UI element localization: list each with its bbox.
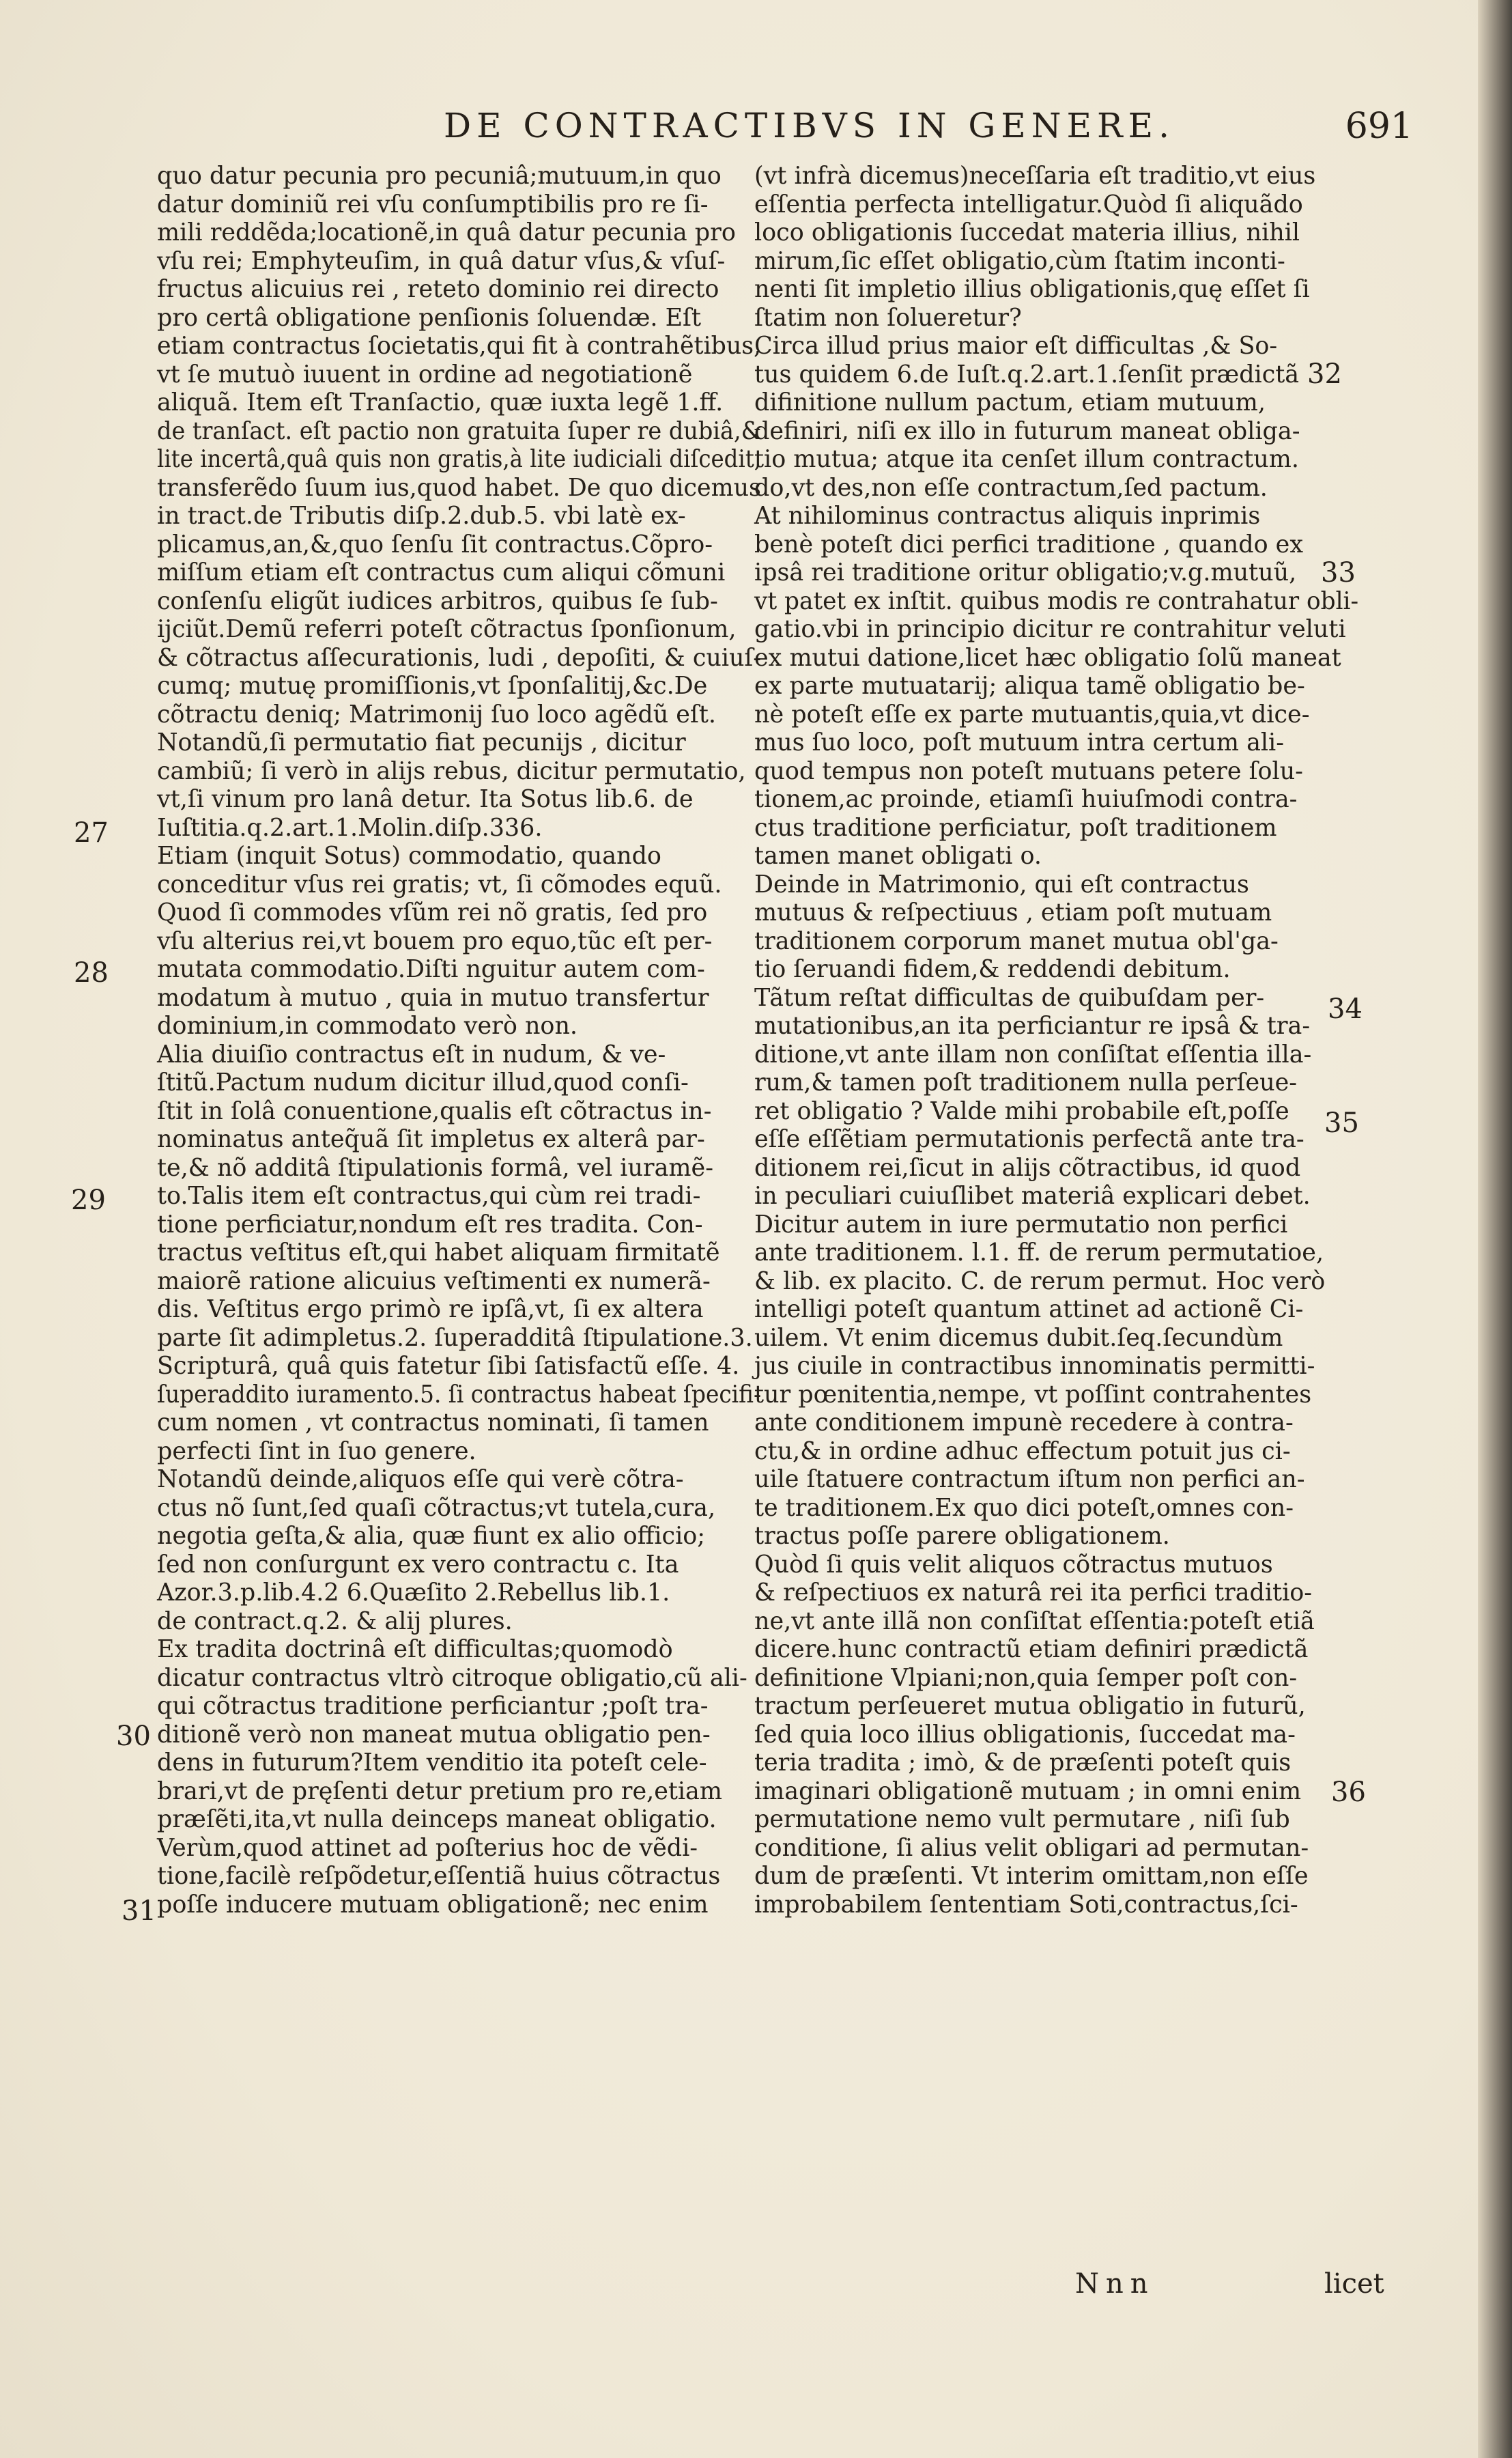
- text-line: ditionem rei,ſicut in alijs cõtractibus, id quod: [754, 1153, 1301, 1182]
- text-line: ret obligatio ? Valde mihi probabile eſt,poſſe: [754, 1097, 1289, 1125]
- margin-number-33: 33: [1321, 557, 1356, 589]
- text-line: vt patet ex inſtit. quibus modis re contrahatur obli-: [754, 587, 1359, 615]
- text-line: nè poteſt eſſe ex parte mutuantis,quia,vt dice-: [754, 700, 1310, 729]
- text-line: etiam contractus ſocietatis,qui fit à contrahẽtibus,: [157, 332, 762, 360]
- margin-number-27: 27: [74, 817, 109, 849]
- text-line: te,& nõ additâ ſtipulationis formâ, vel iuramẽ-: [157, 1153, 713, 1182]
- text-line: qui cõtractus traditione perficiantur ;poſt tra-: [157, 1692, 709, 1720]
- text-line: Ex tradita doctrinâ eſt difficultas;quomodò: [157, 1635, 673, 1663]
- text-line: Circa illud prius maior eſt difficultas ,& So-: [754, 332, 1278, 360]
- text-line: ſuperaddito iuramento.5. ſi contractus habeat ſpecifi-: [157, 1380, 762, 1409]
- text-line: ſed non conſurgunt ex vero contractu c. Ita: [157, 1550, 679, 1579]
- text-line: ſtatim non ſolueretur?: [754, 303, 1022, 332]
- text-line: benè poteſt dici perfici traditione , quando ex: [754, 530, 1304, 559]
- text-line: uilem. Vt enim dicemus dubit.ſeq.ſecundùm: [754, 1323, 1283, 1352]
- text-line: conſenſu eligũt iudices arbitros, quibus ſe ſub-: [157, 587, 718, 615]
- text-line: perfecti ſint in ſuo genere.: [157, 1437, 476, 1465]
- margin-number-35: 35: [1324, 1107, 1359, 1139]
- text-line: ditione,vt ante illam non conſiſtat eſſentia illa-: [754, 1040, 1312, 1069]
- text-line: parte ſit adimpletus.2. ſuperadditâ ſtipulatione.3.: [157, 1323, 753, 1352]
- text-line: de tranſact. eſt pactio non gratuita ſuper re dubiâ,&: [157, 416, 762, 445]
- text-line: conceditur vſus rei gratis; vt, ſi cõmodes equũ.: [157, 870, 722, 899]
- running-title: DE CONTRACTIBVS IN GENERE.: [444, 106, 1175, 145]
- text-line: Etiam (inquit Sotus) commodatio, quando: [157, 842, 661, 870]
- text-line: & lib. ex placito. C. de rerum permut. Hoc verò: [754, 1267, 1326, 1295]
- text-line: lite incertâ,quâ quis non gratis,à lite iudiciali diſcedit,: [157, 445, 762, 473]
- folio-number: 691: [1345, 106, 1413, 147]
- text-line: definiri, niſi ex illo in futurum maneat obliga-: [754, 416, 1300, 445]
- text-line: vt,ſi vinum pro lanâ detur. Ita Sotus lib.6. de: [157, 785, 694, 813]
- page-header: [143, 106, 1413, 154]
- text-line: te traditionem.Ex quo dici poteſt,omnes con-: [754, 1493, 1294, 1522]
- text-line: & reſpectiuos ex naturâ rei ita perfici traditio-: [754, 1579, 1313, 1607]
- text-line: vſu rei; Emphyteuſim, in quâ datur vſus,& vſuſ-: [157, 246, 726, 275]
- text-line: Notandũ deinde,aliquos eſſe qui verè cõtra-: [157, 1465, 684, 1493]
- margin-number-30: 30: [116, 1721, 151, 1752]
- text-line: loco obligationis ſuccedat materia illius, nihil: [754, 218, 1300, 246]
- text-line: do,vt des,non eſſe contractum,ſed pactum.: [754, 473, 1268, 502]
- text-line: negotia geſta,& alia, quæ fiunt ex alio officio;: [157, 1522, 706, 1550]
- text-line: transferẽdo ſuum ius,quod habet. De quo dicemus: [157, 473, 761, 502]
- text-line: poſſe inducere mutuam obligationẽ; nec enim: [157, 1890, 709, 1919]
- text-line: in peculiari cuiuſlibet materiâ explicari debet.: [754, 1182, 1311, 1210]
- text-line: Dicitur autem in iure permutatio non perfici: [754, 1210, 1288, 1239]
- text-line: tur pœnitentia,nempe, vt poſſint contrahentes: [754, 1380, 1312, 1409]
- text-line: pro certâ obligatione penſionis ſoluendæ. Eſt: [157, 303, 702, 332]
- text-line: Verùm,quod attinet ad poſterius hoc de vẽdi-: [157, 1833, 698, 1862]
- text-line: eſſentia perfecta intelligatur.Quòd ſi aliquãdo: [754, 190, 1303, 218]
- text-line: definitione Vlpiani;non,quia ſemper poſt con-: [754, 1663, 1298, 1692]
- text-line: to.Talis item eſt contractus,qui cùm rei tradi-: [157, 1182, 701, 1210]
- text-line: ipsâ rei traditione oritur obligatio;v.g.mutuũ,: [754, 559, 1297, 587]
- text-line: Quod ſi commodes vſũm rei nõ gratis, ſed pro: [157, 899, 708, 927]
- margin-number-36: 36: [1331, 1777, 1366, 1808]
- text-line: rum,& tamen poſt traditionem nulla perſeue-: [754, 1069, 1298, 1097]
- text-line: dicere.hunc contractũ etiam definiri prædictã: [754, 1635, 1309, 1663]
- text-line: ctus nõ ſunt,ſed quaſi cõtractus;vt tutela,cura,: [157, 1493, 716, 1522]
- text-line: quod tempus non poteſt mutuans petere ſolu-: [754, 757, 1303, 785]
- text-line: dens in futurum?Item venditio ita poteſt cele-: [157, 1749, 707, 1777]
- margin-number-29: 29: [71, 1185, 106, 1216]
- text-line: ante traditionem. l.1. ff. de rerum permutatioe,: [754, 1239, 1324, 1267]
- text-line: dis. Veſtitus ergo primò re ipſâ,vt, ſi ex altera: [157, 1295, 704, 1323]
- text-line: mili reddẽda;locationẽ,in quâ datur pecunia pro: [157, 218, 736, 246]
- text-line: tionem,ac proinde, etiamſi huiuſmodi contra-: [754, 785, 1298, 813]
- text-line: datur dominiũ rei vſu conſumptibilis pro re ſi-: [157, 190, 709, 218]
- left-text-column: [157, 162, 771, 1919]
- text-line: mutata commodatio.Diſti nguitur autem com-: [157, 955, 705, 983]
- text-line: & cõtractus aſſecurationis, ludi , depoſiti, & cuiuſ-: [157, 643, 762, 672]
- text-line: imaginari obligationẽ mutuam ; in omni enim: [754, 1777, 1302, 1805]
- text-line: ctu,& in ordine adhuc effectum potuit jus ci-: [754, 1437, 1291, 1465]
- text-line: modatum à mutuo , quia in mutuo transfertur: [157, 983, 709, 1012]
- text-line: ſed quia loco illius obligationis, ſuccedat ma-: [754, 1720, 1296, 1749]
- text-line: traditionem corporum manet mutua obl'ga-: [754, 927, 1279, 955]
- text-line: cõtractu deniq; Matrimonij ſuo loco agẽdũ eſt.: [157, 700, 717, 729]
- text-line: Quòd ſi quis velit aliquos cõtractus mutuos: [754, 1550, 1273, 1579]
- text-line: eſſe eſſẽtiam permutationis perfectã ante tra-: [754, 1125, 1304, 1153]
- text-line: tione perficiatur,nondum eſt res tradita. Con-: [157, 1210, 703, 1239]
- text-line: teria tradita ; imò, & de præſenti poteſt quis: [754, 1749, 1292, 1777]
- text-line: tamen manet obligati o.: [754, 842, 1042, 870]
- text-line: Tãtum reſtat difficultas de quibuſdam per-: [754, 983, 1265, 1012]
- text-line: tractus veſtitus eſt,qui habet aliquam firmitatẽ: [157, 1239, 720, 1267]
- text-line: plicamus,an,&,quo ſenſu ſit contractus.Cõpro-: [157, 530, 713, 559]
- text-line: in tract.de Tributis diſp.2.dub.5. vbi latè ex-: [157, 502, 686, 530]
- text-line: Iuſtitia.q.2.art.1.Molin.diſp.336.: [157, 813, 543, 842]
- text-line: (vt infrà dicemus)neceſſaria eſt traditio,vt eius: [754, 162, 1316, 190]
- text-line: ex parte mutuatarij; aliqua tamẽ obligatio be-: [754, 672, 1305, 700]
- text-line: Scripturâ, quâ quis fatetur ſibi ſatisfactũ eſſe. 4.: [157, 1352, 740, 1380]
- text-line: vt ſe mutuò iuuent in ordine ad negotiationẽ: [157, 360, 693, 389]
- text-line: Deinde in Matrimonio, qui eſt contractus: [754, 870, 1249, 899]
- text-line: intelligi poteſt quantum attinet ad actionẽ Ci-: [754, 1295, 1304, 1323]
- text-line: Notandũ,ſi permutatio fiat pecunijs , dicitur: [157, 729, 686, 757]
- text-line: tractus poſſe parere obligationem.: [754, 1522, 1170, 1550]
- text-line: cumq; mutuę promiſſionis,vt ſponſalitij,&c.De: [157, 672, 708, 700]
- text-line: brari,vt de pręſenti detur pretium pro re,etiam: [157, 1777, 722, 1805]
- text-line: aliquã. Item eſt Tranſactio, quæ iuxta legẽ 1.ff.: [157, 389, 724, 416]
- text-line: quo datur pecunia pro pecuniâ;mutuum,in quo: [157, 162, 722, 190]
- text-line: At nihilominus contractus aliquis inprimis: [754, 502, 1261, 530]
- text-line: ditionẽ verò non maneat mutua obligatio pen-: [157, 1720, 711, 1749]
- text-line: maiorẽ ratione alicuius veſtimenti ex numerã-: [157, 1267, 711, 1295]
- text-line: ne,vt ante illã non conſiſtat eſſentia:poteſt etiã: [754, 1607, 1315, 1635]
- text-line: conditione, ſi alius velit obligari ad permutan-: [754, 1833, 1309, 1862]
- text-line: ijciũt.Demũ referri poteſt cõtractus ſponſionum,: [157, 615, 737, 643]
- text-line: nenti ſit impletio illius obligationis,quę eſſet ſi: [754, 275, 1310, 303]
- text-line: improbabilem ſententiam Soti,contractus,ſci-: [754, 1890, 1298, 1919]
- text-line: ctus traditione perficiatur, poſt traditionem: [754, 813, 1277, 842]
- text-line: ſtit in ſolâ conuentione,qualis eſt cõtractus in-: [157, 1097, 712, 1125]
- margin-number-34: 34: [1328, 993, 1363, 1025]
- right-text-column: [754, 162, 1369, 1919]
- text-line: mus ſuo loco, poſt mutuum intra certum ali-: [754, 729, 1285, 757]
- text-line: tio ſeruandi fidem,& reddendi debitum.: [754, 955, 1231, 983]
- text-line: tus quidem 6.de Iuſt.q.2.art.1.ſenſit prædictã: [754, 360, 1300, 389]
- text-line: tione,facilè reſpõdetur,eſſentiã huius cõtractus: [157, 1862, 721, 1890]
- text-line: ex mutui datione,licet hæc obligatio ſolũ maneat: [754, 643, 1341, 672]
- text-line: Azor.3.p.lib.4.2 6.Quæſito 2.Rebellus lib.1.: [157, 1579, 670, 1607]
- text-line: miſſum etiam eſt contractus cum aliqui cõmuni: [157, 559, 726, 587]
- text-line: cambiũ; ſi verò in alijs rebus, dicitur permutatio,: [157, 757, 746, 785]
- text-line: uile ſtatuere contractum iſtum non perfici an-: [754, 1465, 1305, 1493]
- text-line: permutatione nemo vult permutare , niſi ſub: [754, 1805, 1290, 1833]
- text-line: de contract.q.2. & alij plures.: [157, 1607, 513, 1635]
- text-line: fructus alicuius rei , reteto dominio rei directo: [157, 275, 719, 303]
- margin-number-32: 32: [1307, 358, 1342, 390]
- text-line: tractum perſeueret mutua obligatio in futurũ,: [754, 1692, 1306, 1720]
- catchword: licet: [1324, 2268, 1384, 2300]
- text-line: jus ciuile in contractibus innominatis permitti-: [754, 1352, 1315, 1380]
- margin-number-31: 31: [122, 1895, 156, 1927]
- text-line: dum de præſenti. Vt interim omittam,non eſſe: [754, 1862, 1309, 1890]
- text-line: ante conditionem impunè recedere à contra-: [754, 1409, 1294, 1437]
- signature-mark: Nnn: [1075, 2268, 1155, 2300]
- text-line: cum nomen , vt contractus nominati, ſi tamen: [157, 1409, 709, 1437]
- text-line: dominium,in commodato verò non.: [157, 1012, 578, 1040]
- text-line: Alia diuiſio contractus eſt in nudum, & ve-: [157, 1040, 666, 1069]
- text-line: mutationibus,an ita perficiantur re ipsâ & tra-: [754, 1012, 1311, 1040]
- text-line: tio mutua; atque ita cenſet illum contractum.: [754, 445, 1299, 473]
- text-line: vſu alterius rei,vt bouem pro equo,tũc eſt per-: [157, 927, 713, 955]
- page-binding-edge: [1478, 0, 1512, 2458]
- text-line: mutuus & reſpectiuus , etiam poſt mutuam: [754, 899, 1272, 927]
- text-line: gatio.vbi in principio dicitur re contrahitur veluti: [754, 615, 1346, 643]
- text-line: difinitione nullum pactum, etiam mutuum,: [754, 389, 1266, 416]
- text-line: mirum,ſic eſſet obligatio,cùm ſtatim inconti-: [754, 246, 1285, 275]
- text-line: ſtitũ.Pactum nudum dicitur illud,quod conſi-: [157, 1069, 689, 1097]
- text-line: dicatur contractus vltrò citroque obligatio,cũ ali-: [157, 1663, 747, 1692]
- text-line: præſẽti,ita,vt nulla deinceps maneat obligatio.: [157, 1805, 717, 1833]
- margin-number-28: 28: [74, 957, 109, 989]
- text-line: nominatus anteq̃uã ſit impletus ex alterâ par-: [157, 1125, 705, 1153]
